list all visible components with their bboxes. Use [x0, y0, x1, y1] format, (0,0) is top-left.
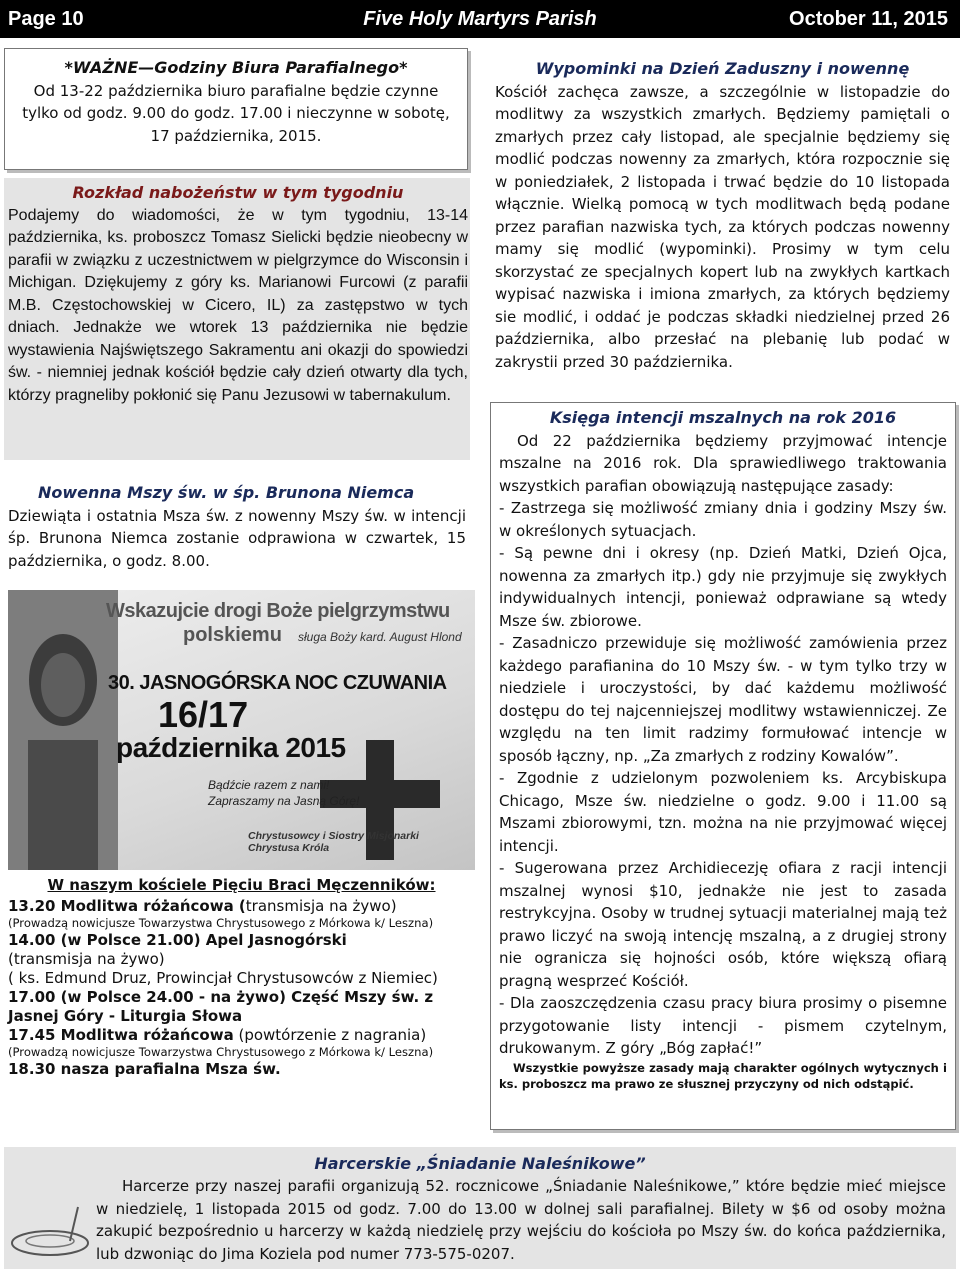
poster-slogan2: Zapraszamy na Jasną Górę! — [208, 794, 360, 808]
poster-slogan1: Bądźcie razem z nami! — [208, 778, 330, 792]
office-hours-title: *WAŻNE—Godziny Biura Parafialnego* — [64, 58, 408, 77]
office-hours-text: Od 13-22 października biuro parafialne będzie czynne tylko od godz. 9.00 do godz. 17.00 i nieczynne w sobotę, 17 października, 2015. — [22, 81, 450, 145]
program-heading: W naszym kościele Pięciu Braci Męczenników: — [47, 876, 436, 894]
harcerskie-section — [4, 1147, 956, 1269]
ksiega-intro: Od 22 października będziemy przyjmować intencje mszalne na 2016 rok. Dla sprawiedliwego traktowania wszystkich parafian obowiązują następujące zasady: — [499, 431, 947, 495]
ksiega-rule-5: - Sugerowana przez Archidiecezję ofiara z racji intencji mszalnej wynosi $10, jednakże nie jest to zasada restrykcyjna. Osoby w trudnej sytuacji materialnej mają też prawo liczyć na swoją intencję mszalną, a z drugiej strony nie ogranicza się hojności osób, które większą ofiarą pragną wesprzeć Kościół. — [499, 859, 947, 990]
schedule-text: Podajemy do wiadomości, że w tym tygodniu, 13-14 października, ks. proboszcz Tomasz Sielicki będzie nieobecny w parafii w związku z uczestnictwem w pielgrzymce do Wisconsin i Michigan. Dziękujemy z góry ks. Marianowi Furcowi (z parafii M.B. Częstochowskiej w Cicero, IL) za zastępstwo w tych dniach. Jednakże we wtorek 13 października nie będzie wystawienia Najświętszego Sakramentu ani okazji do spowiedzi św. - niemniej jednak kościół będzie cały dzień otwarty dla tych, którzy pragneliby pokłonić się Panu Jezusowi w tabernakulum. — [8, 206, 468, 404]
harcerskie-title: Harcerskie „Śniadanie Naleśnikowe” — [314, 1154, 646, 1173]
schedule-section — [4, 178, 470, 460]
poster-org: Chrystusowcy i Siostry Misjonarki Chrystusa Króla — [248, 830, 419, 854]
ksiega-rule-4: - Zgodnie z udzielonym pozwoleniem ks. Arcybiskupa Chicago, Msze św. niedzielne o godz. 9.00 i 11.00 są Mszami zbiorowymi, tzn. można na nie przyjmować więcej intencji. — [499, 769, 947, 855]
schedule-title: Rozkład nabożeństw w tym tygodniu — [72, 183, 404, 202]
poster-event: 30. JASNOGÓRSKA NOC CZUWANIA — [108, 672, 447, 694]
harcerskie-text: Harcerze przy naszej parafii organizują 52. rocznicowe „Śniadanie Naleśnikowe,” które będzie mieć miejsce w niedzielę, 1 listopada 2015 od godz. 7.00 do 13.00 w dolnej sali parafialnej. Bilety w $6 od osoby można zakupić bezpośrednio u harcerzy w każdą niedzielę przy wejściu do kościoła po Mszy św. do końca października, lub dzwoniąc do Jima Koziela pod numer 773-575-0207. — [96, 1177, 946, 1263]
wypominki-title: Wypominki na Dzień Zaduszny i nowennę — [535, 59, 910, 78]
wypominki-text: Kościół zachęca zawsze, a szczególnie w listopadzie do modlitwy za wszystkich zmarłych. Będziemy pamiętali o zmarłych przez cały listopad, ale specjalnie będziemy się modlić podczas nowenny za zmarłych, która rozpocznie się w poniedziałek, 2 listopada i trwać będzie do 10 listopada włącznie. Wielką pomocą w tych modlitwach będą podane przez parafian nazwiska tych, za których podczas nowenny mamy się modlić (wypominki). Prosimy w tym celu skorzystać ze specjalnych kopert lub na zwykłych kartkach wypisać nazwiska i imiona zmarłych, za których będziemy sie modlić, i oddać je podczas składki niedzielnej przed 26 października, albo przesłać na plebanię lub podać w zakrystii przed 30 października. — [495, 82, 950, 371]
novena-text: Dziewiąta i ostatnia Msza św. z nowenny Mszy św. w intencji śp. Brunona Niemca zostanie odprawiona w czwartek, 15 października, o godz. 8.00. — [8, 506, 466, 570]
poster-month: października 2015 — [116, 732, 346, 763]
novena-section — [8, 482, 466, 572]
program-note-2: ( ks. Edmund Druz, Prowincjał Chrystusowców z Niemiec) — [8, 969, 438, 987]
program-item-3: 17.00 (w Polsce 24.00 - na żywo) Część Mszy św. z Jasnej Góry - Liturgia Słowa — [8, 988, 434, 1025]
poster-servant: sługa Boży kard. August Hlond — [298, 630, 462, 644]
program-note-1: (Prowadzą nowicjusze Towarzystwa Chrystusowego z Mórkowa k/ Leszna) — [8, 916, 434, 930]
ksiega-box — [490, 402, 956, 1130]
plate-fork-icon — [8, 1201, 92, 1261]
page-header — [0, 0, 960, 38]
pilgrimage-poster — [8, 590, 475, 870]
madonna-image — [8, 590, 118, 870]
program-item-2-rest: (transmisja na żywo) — [8, 950, 165, 968]
poster-line1: Wskazujcie drogi Boże pielgrzymstwu — [106, 600, 450, 622]
program-item-2: 14.00 (w Polsce 21.00) Apel Jasnogórski — [8, 931, 347, 949]
office-hours-box — [4, 48, 468, 170]
poster-line2: polskiemu — [183, 624, 282, 646]
program-note-4: (Prowadzą nowicjusze Towarzystwa Chrystusowego z Mórkowa k/ Leszna) — [8, 1045, 434, 1059]
program-item-5: 18.30 nasza parafialna Msza św. — [8, 1060, 281, 1078]
ksiega-rule-6: - Dla zaoszczędzenia czasu pracy biura prosimy o pisemne przygotowanie listy intencji - pismem czytelnym, drukowanym. Z góry „Bóg zapłać!” — [499, 994, 947, 1057]
poster-days: 16/17 — [158, 694, 249, 735]
ksiega-note: Wszystkie powyższe zasady mają charakter ogólnych wytycznych i ks. proboszcz ma prawo ze słusznej przyczyny od nich odstąpić. — [499, 1060, 947, 1091]
ksiega-rule-3: - Zasadniczo przewiduje się możliwość zamówienia przez każdego parafianina do 10 Mszy św. - w tym tylko trzy w niedziele i uroczystości, by dać każdemu możliwość dostępu do tej najcenniejszej modlitwy wstawienniczej. Ze względu na ten limit radzimy formułować intencje w sposób łączny, np. „Za zmarłych z rodziny Kowalów”. — [499, 634, 947, 765]
novena-title: Nowenna Mszy św. w śp. Brunona Niemca — [38, 483, 415, 502]
page-number: Page 10 — [8, 8, 84, 30]
program-list — [8, 876, 475, 1079]
program-item-4: 17.45 Modlitwa różańcowa (powtórzenie z nagrania) — [8, 1026, 427, 1044]
issue-date: October 11, 2015 — [789, 8, 948, 30]
ksiega-title: Księga intencji mszalnych na rok 2016 — [549, 408, 897, 427]
ksiega-rule-2: - Są pewne dni i okresy (np. Dzień Matki, Dzień Ojca, nowenna za zmarłych itp.) gdy nie przyjmuje się zwykłych indywidualnych intencji, ponieważ odprawiane są wtedy Msze św. zbiorowe. — [499, 544, 947, 630]
ksiega-rule-1: - Zastrzega się możliwość zmiany dnia i godziny Mszy św. w określonych sytuacjach. — [499, 499, 947, 540]
program-item-1: 13.20 Modlitwa różańcowa (transmisja na żywo) — [8, 897, 397, 915]
wypominki-section — [495, 58, 950, 373]
parish-name: Five Holy Martyrs Parish — [363, 8, 597, 30]
